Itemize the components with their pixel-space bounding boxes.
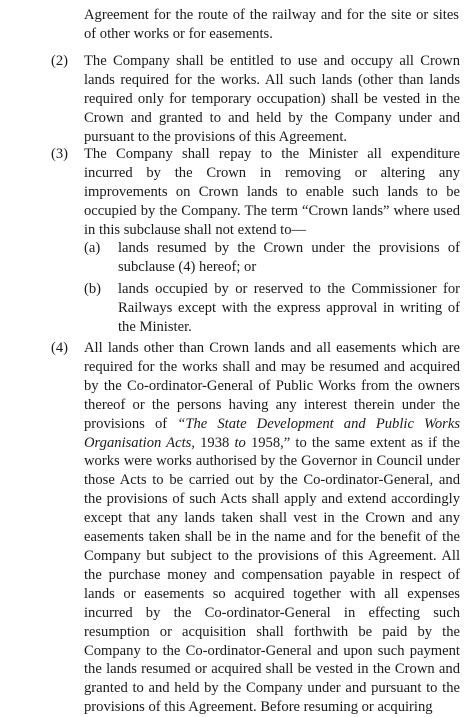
clause-4-text-start: All lands other than Crown lands and all easements which are required for the works shall and may be resumed and acquired by the Co-ordinator-General of Public Works from the owners thereof or the persons having any interest therein under the provisions of [84,340,460,432]
clause-4-text-end: 1958,” to the same extent as if the works were works authorised by the Governor in Council under those Acts to be carried out by the Co-ordinator-General, and the provisions of such Acts shall apply and extend accordingly except that any lands taken shall vest in the Crown and any easements taken shall be in the name and for the benefit of the Company but subject to the provisions of this Agreement. All the purchase money and compensation payable in respect of lands or easements so acquired together with all expenses incurred by the Co-ordinator-General in effecting such resumption or acquisition shall forthwith be paid by the Company to the Co-ordinator-General and upon such payment the lands resumed or acquired shall be vested in the Crown and granted to and held by the Company under and pursuant to the provisions of this Agreement. Before resuming or acquiring [84,434,461,716]
clause-number: (4) [51,340,69,356]
subclause-a-text: lands resumed by the Crown under the provisions of subclause (4) hereof; or [118,240,460,275]
clause-4-text [84,339,460,717]
act-years-to: to [234,434,246,451]
act-title: “The State Development and Public Works Organisation Acts, [84,415,460,451]
clause-number: (3) [51,146,69,162]
clause-number: (2) [51,53,69,69]
clause-3-text: The Company shall repay to the Minister all expenditure incurred by the Crown in removing or altering any improvements on Crown lands to enable such lands to be occupied by the Company. The term “Crown lands” where used in this subclause shall not extend to— [84,146,460,238]
subclause-letter: (b) [84,281,102,297]
subclause-b-text: lands occupied by or reserved to the Commissioner for Railways except with the express approval in writing of the Minister. [118,281,460,335]
act-years-start: 1938 [194,434,235,451]
subclause-letter: (a) [84,240,101,256]
continuation-paragraph: Agreement for the route of the railway and for the site or sites of other works or for easements. [84,7,459,42]
clause-2-text: The Company shall be entitled to use and occupy all Crown lands required for the works. All such lands (other than lands required only for temporary occupation) shall be vested in the Crown and granted to and held by the Company under and pursuant to the provisions of this Agreement. [84,53,460,145]
